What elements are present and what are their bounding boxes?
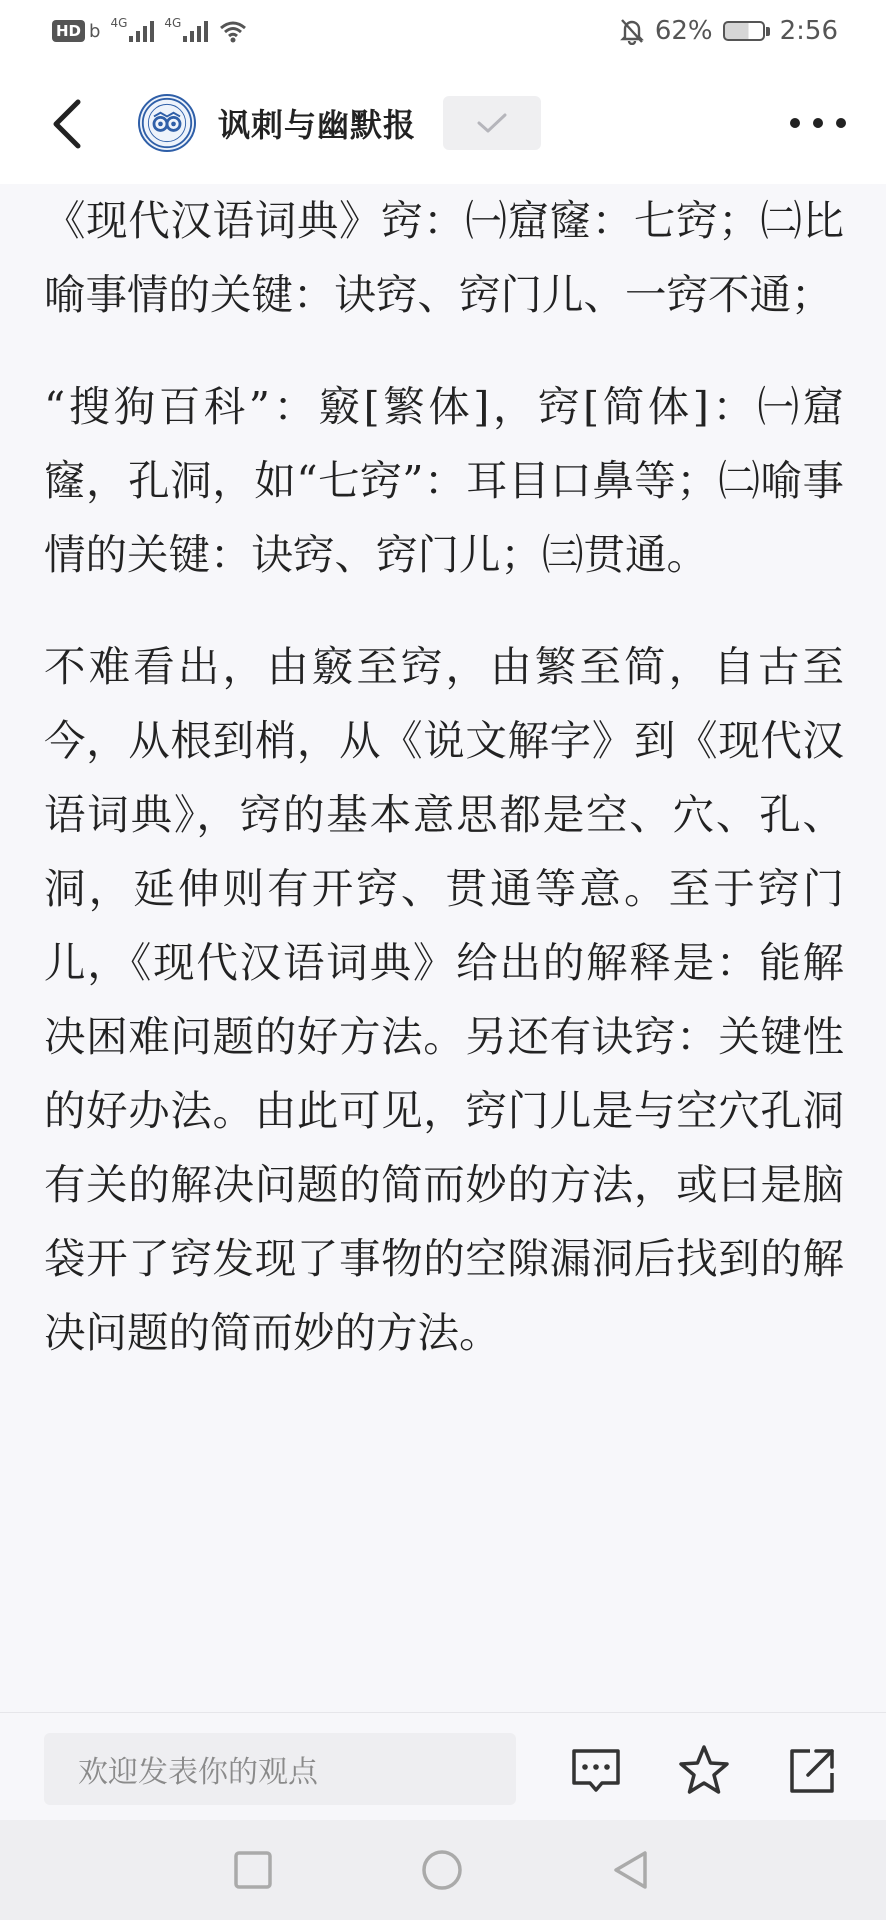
site-logo[interactable] bbox=[138, 94, 196, 152]
mute-bell-icon bbox=[619, 17, 645, 45]
clock: 2:56 bbox=[779, 16, 838, 46]
star-icon[interactable] bbox=[676, 1743, 732, 1799]
wifi-icon bbox=[218, 19, 248, 43]
article-body bbox=[44, 184, 844, 1370]
comment-input[interactable] bbox=[44, 1733, 516, 1805]
more-icon[interactable] bbox=[790, 110, 846, 136]
status-bar bbox=[0, 0, 886, 62]
article-paragraph: “搜狗百科”：竅[繁体]，窍[简体]：㈠窟窿，孔洞，如“七窍”：耳目口鼻等；㈡喻事情的关键：诀窍、窍门儿；㈢贯通。 bbox=[44, 382, 844, 579]
home-circle-icon[interactable] bbox=[420, 1848, 464, 1892]
comment-bar bbox=[0, 1712, 886, 1821]
signal-icon bbox=[129, 20, 154, 42]
site-title[interactable]: 讽刺与幽默报 bbox=[218, 106, 417, 144]
status-right bbox=[619, 16, 838, 46]
comment-placeholder: 欢迎发表你的观点 bbox=[78, 1755, 318, 1790]
battery-icon bbox=[723, 21, 770, 41]
system-nav-bar bbox=[0, 1820, 886, 1920]
battery-percent: 62% bbox=[654, 16, 713, 46]
comment-icon[interactable] bbox=[568, 1743, 624, 1799]
app-header bbox=[0, 62, 886, 184]
hd-suffix: b bbox=[89, 20, 101, 42]
network-type-1: 4G bbox=[110, 16, 128, 30]
signal-icon bbox=[183, 20, 208, 42]
back-triangle-icon[interactable] bbox=[609, 1848, 653, 1892]
article-paragraph: 不难看出，由竅至窍，由繁至简，自古至今，从根到梢，从《说文解字》到《现代汉语词典》，窍的基本意思都是空、穴、孔、洞，延伸则有开窍、贯通等意。至于窍门儿，《现代汉语词典》给出的解释是：能解决困难问题的好方法。另还有诀窍：关键性的好办法。由此可见，窍门儿是与空穴孔洞有关的解决问题的简而妙的方法，或曰是脑袋开了窍发现了事物的空隙漏洞后找到的解决问题的简而妙的方法。 bbox=[44, 642, 844, 1357]
follow-button[interactable] bbox=[443, 96, 541, 150]
share-icon[interactable] bbox=[784, 1743, 840, 1799]
status-left bbox=[52, 16, 248, 43]
recents-square-icon[interactable] bbox=[231, 1848, 275, 1892]
article-paragraph: 《现代汉语词典》窍：㈠窟窿：七窍；㈡比喻事情的关键：诀窍、窍门儿、一窍不通； bbox=[44, 196, 844, 319]
network-type-2: 4G bbox=[164, 16, 182, 30]
check-icon bbox=[476, 111, 508, 135]
hd-badge: HD bbox=[52, 20, 85, 42]
back-icon[interactable] bbox=[44, 94, 94, 154]
